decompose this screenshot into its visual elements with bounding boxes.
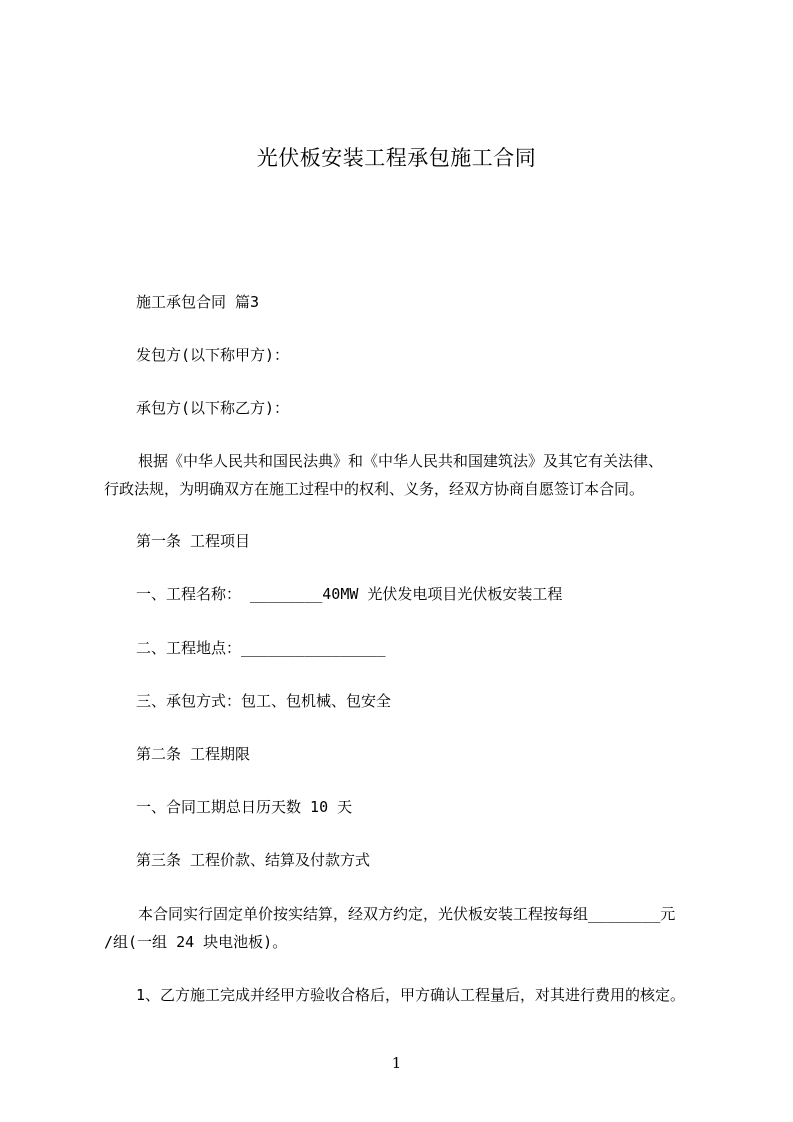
page-number: 1 xyxy=(391,1054,402,1072)
settlement-clause-1: 1、乙方施工完成并经甲方验收合格后，甲方确认工程量后，对其进行费用的核定。 xyxy=(136,986,686,1004)
pricing-line-2: /组(一组 24 块电池板)。 xyxy=(104,933,288,951)
article-1-heading: 第一条 工程项目 xyxy=(136,532,251,550)
preamble-line-1: 根据《中华人民共和国民法典》和《中华人民共和国建筑法》及其它有关法律、 xyxy=(138,452,664,470)
contractor-line: 承包方(以下称乙方)： xyxy=(136,399,290,417)
article-3-heading: 第三条 工程价款、结算及付款方式 xyxy=(136,851,371,869)
project-name-line: 一、工程名称： ________40MW 光伏发电项目光伏板安装工程 xyxy=(136,585,563,603)
preamble-line-2: 行政法规，为明确双方在施工过程中的权利、义务，经双方协商自愿签订本合同。 xyxy=(104,480,645,498)
duration-line: 一、合同工期总日历天数 10 天 xyxy=(136,798,353,816)
article-2-heading: 第二条 工程期限 xyxy=(136,745,251,763)
contract-subtitle: 施工承包合同 篇3 xyxy=(136,293,260,311)
document-title: 光伏板安装工程承包施工合同 xyxy=(256,146,537,170)
pricing-line-1: 本合同实行固定单价按实结算，经双方约定，光伏板安装工程按每组________元 xyxy=(138,905,676,923)
employer-line: 发包方(以下称甲方)： xyxy=(136,346,290,364)
contract-mode-line: 三、承包方式：包工、包机械、包安全 xyxy=(136,692,392,710)
project-location-line: 二、工程地点：________________ xyxy=(136,639,386,657)
